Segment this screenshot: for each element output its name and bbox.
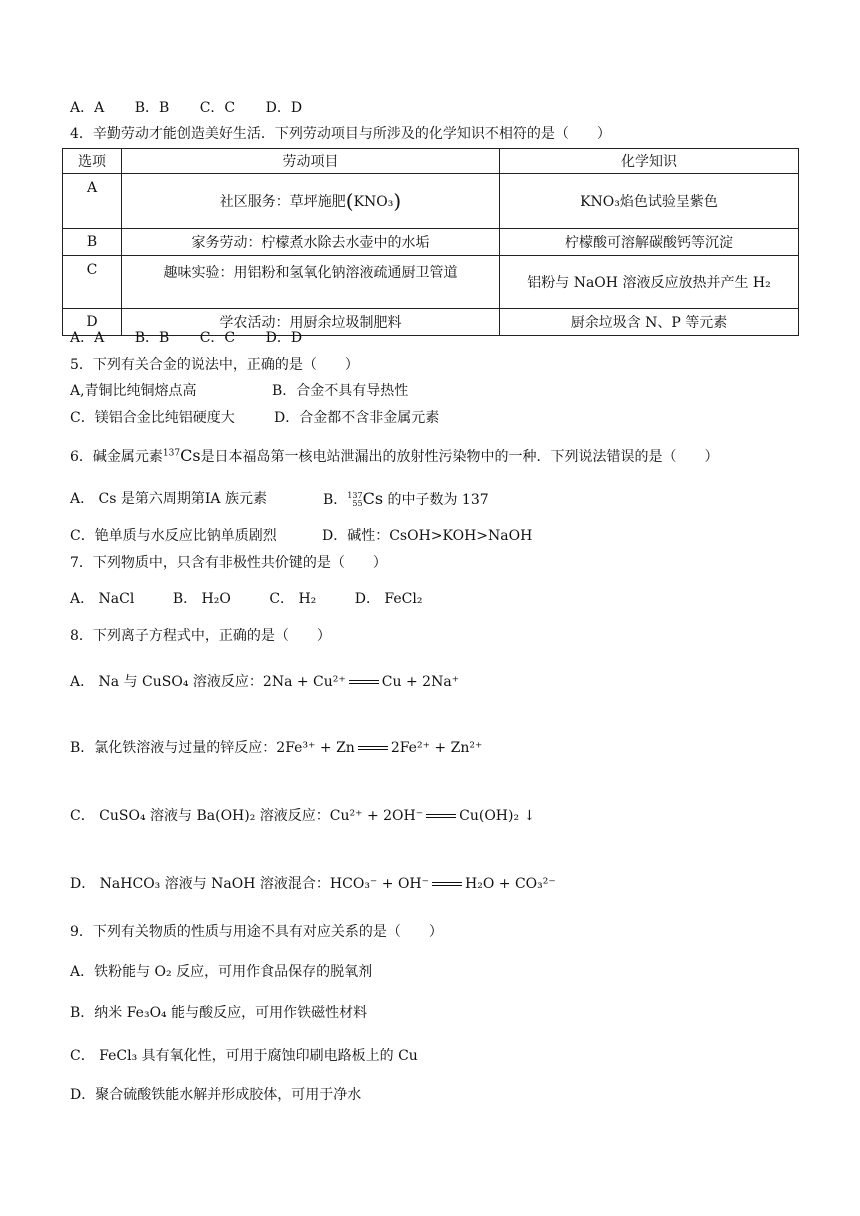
header-option: 选项 <box>63 149 122 174</box>
q3-option-c: C．C <box>199 100 236 116</box>
q6-option-d: D．碱性：CsOH>KOH>NaOH <box>322 528 533 544</box>
q7-option-c: C． H₂ <box>269 591 317 607</box>
q5-option-d: D．合金都不含非金属元素 <box>274 410 440 426</box>
q7-option-d: D． FeCl₂ <box>354 591 423 607</box>
q8-option-c <box>70 806 535 826</box>
q8-option-d <box>70 874 556 894</box>
row-option: D <box>63 309 122 336</box>
row-knowledge: KNO₃焰色试验呈紫色 <box>500 174 799 229</box>
q5-option-a: A,青铜比纯铜熔点高 <box>70 383 197 399</box>
equals-sign-icon <box>349 680 379 684</box>
q6-option-a: A． Cs 是第六周期第ⅠA 族元素 <box>70 491 267 507</box>
q8-option-d-text: D． NaHCO₃ 溶液与 NaOH 溶液混合： <box>70 876 330 892</box>
q4-option-c: C．C <box>199 330 236 346</box>
q8-stem: 8．下列离子方程式中，正确的是（ ） <box>70 628 331 644</box>
q9-option-a: A．铁粉能与 O₂ 反应，可用作食品保存的脱氧剂 <box>70 964 373 980</box>
q5-option-c: C．镁铝合金比纯铝硬度大 <box>70 410 235 426</box>
q6-option-c: C．铯单质与水反应比钠单质剧烈 <box>70 528 277 544</box>
equals-sign-icon <box>426 814 456 818</box>
equals-sign-icon <box>432 882 462 886</box>
table-row <box>63 256 799 309</box>
q8-option-a-text: A． Na 与 CuSO₄ 溶液反应： <box>70 674 263 690</box>
q7-options <box>70 589 422 609</box>
q7-stem: 7．下列物质中，只含有非极性共价键的是（ ） <box>70 555 387 571</box>
q8-option-a <box>70 672 459 692</box>
q6-option-b-element: Cs <box>362 489 384 508</box>
q5-stem: 5．下列有关合金的说法中，正确的是（ ） <box>70 357 359 373</box>
q8-option-d-rhs: H₂O + CO₃²⁻ <box>465 876 556 892</box>
q7-option-b: B． H₂O <box>172 591 231 607</box>
row-project-formula: KNO₃ <box>353 194 394 210</box>
q8-option-c-rhs: Cu(OH)₂ ↓ <box>459 808 536 824</box>
q3-option-d: D．D <box>265 100 303 116</box>
q6-element: Cs <box>180 446 201 465</box>
table-row <box>63 174 799 229</box>
row-knowledge: 柠檬酸可溶解碳酸钙等沉淀 <box>500 229 799 256</box>
q8-option-b-rhs: 2Fe²⁺ + Zn²⁺ <box>390 740 483 756</box>
row-project: 社区服务：草坪施肥(KNO₃) <box>122 174 500 229</box>
q4-option-b: B．B <box>134 330 170 346</box>
table-row <box>63 229 799 256</box>
header-knowledge: 化学知识 <box>500 149 799 174</box>
q6-option-b-suffix: 的中子数为 137 <box>383 492 489 508</box>
row-project: 趣味实验：用铝粉和氢氧化钠溶液疏通厨卫管道 <box>122 256 500 309</box>
q8-option-d-lhs: HCO₃⁻ + OH⁻ <box>329 876 430 892</box>
row-option: A <box>63 174 122 229</box>
q5-option-b: B．合金不具有导热性 <box>272 383 409 399</box>
q3-option-b: B．B <box>134 100 170 116</box>
q8-option-c-text: C． CuSO₄ 溶液与 Ba(OH)₂ 溶液反应： <box>70 808 330 824</box>
q6-mass-number: 137 <box>162 448 181 459</box>
q8-option-a-lhs: 2Na + Cu²⁺ <box>262 674 346 690</box>
q4-options <box>70 328 302 348</box>
row-option: B <box>63 229 122 256</box>
q6-stem-suffix: 是日本福岛第一核电站泄漏出的放射性污染物中的一种．下列说法错误的是（ ） <box>200 449 719 465</box>
row-project-text: 社区服务：草坪施肥 <box>219 194 346 210</box>
q6-stem <box>70 446 719 467</box>
q8-option-a-rhs: Cu + 2Na⁺ <box>381 674 460 690</box>
q6-stem-prefix: 6．碱金属元素 <box>70 449 163 465</box>
row-option: C <box>63 256 122 309</box>
q9-option-d: D．聚合硫酸铁能水解并形成胶体，可用于净水 <box>70 1087 362 1103</box>
row-knowledge: 厨余垃圾含 N、P 等元素 <box>500 309 799 336</box>
header-project: 劳动项目 <box>122 149 500 174</box>
q8-option-c-lhs: Cu²⁺ + 2OH⁻ <box>329 808 424 824</box>
q8-option-b-lhs: 2Fe³⁺ + Zn <box>276 740 355 756</box>
q6-option-b <box>323 489 489 510</box>
q4-stem: 4．辛勤劳动才能创造美好生活．下列劳动项目与所涉及的化学知识不相符的是（ ） <box>70 126 611 142</box>
q8-option-b-text: B．氯化铁溶液与过量的锌反应： <box>70 740 277 756</box>
equals-sign-icon <box>358 746 388 750</box>
q4-option-d: D．D <box>265 330 303 346</box>
row-project: 家务劳动：柠檬煮水除去水壶中的水垢 <box>122 229 500 256</box>
labor-table <box>62 148 799 336</box>
q6-option-b-atomic: 55 <box>352 499 363 508</box>
q9-option-c: C． FeCl₃ 具有氧化性，可用于腐蚀印刷电路板上的 Cu <box>70 1048 418 1064</box>
q6-option-b-label: B． <box>323 492 348 508</box>
table-header-row <box>63 149 799 174</box>
q7-option-a: A． NaCl <box>70 591 135 607</box>
q9-option-b: B．纳米 Fe₃O₄ 能与酸反应，可用作铁磁性材料 <box>70 1005 368 1021</box>
q8-option-b <box>70 738 482 758</box>
row-knowledge: 铝粉与 NaOH 溶液反应放热并产生 H₂ <box>500 256 799 309</box>
row-project: 学农活动：用厨余垃圾制肥料 <box>122 309 500 336</box>
q6-option-b-mass: 137 <box>347 491 363 500</box>
q3-options <box>70 98 302 118</box>
q4-option-a: A．A <box>70 330 105 346</box>
q3-option-a: A．A <box>70 100 105 116</box>
q9-stem: 9．下列有关物质的性质与用途不具有对应关系的是（ ） <box>70 924 443 940</box>
